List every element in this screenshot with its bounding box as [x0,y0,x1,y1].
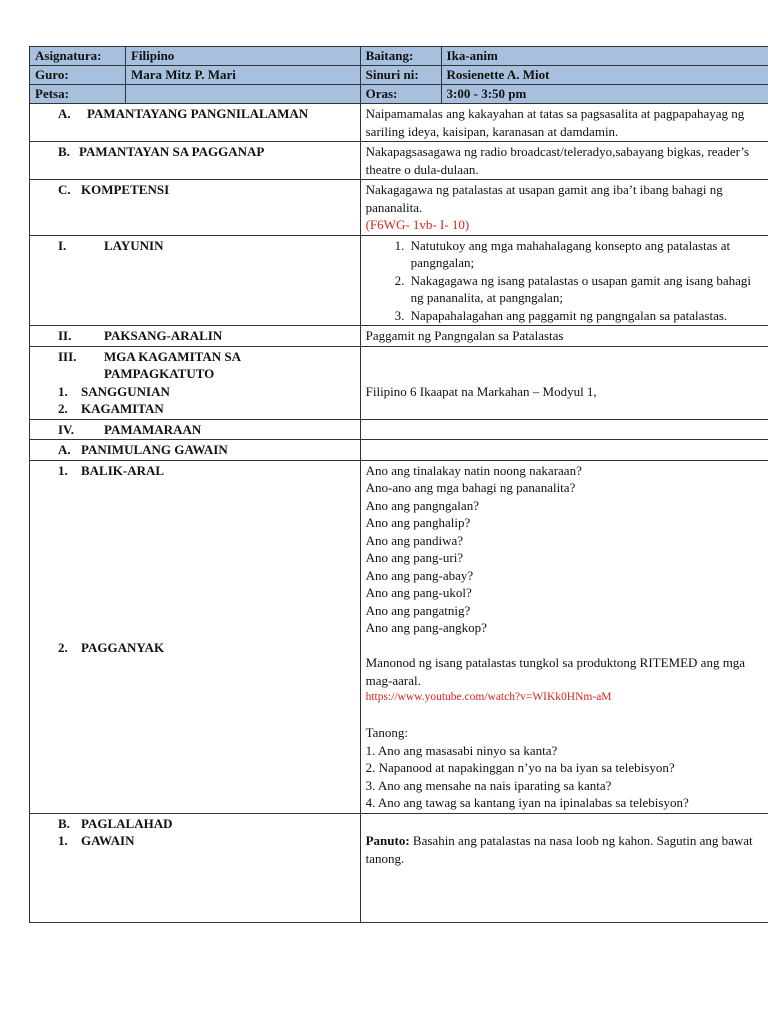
motivation-question: 3. Ano ang mensahe na nais iparating sa kanta? [365,777,612,793]
row-introductory-activity [30,440,768,461]
row-procedure [30,419,768,440]
section-title: LAYUNIN [104,237,164,253]
objectives-list [366,237,763,325]
subject-value: Filipino [125,47,360,66]
lesson-plan-table [29,46,768,923]
section-number: A. [58,442,71,457]
section-number: C. [58,182,71,197]
row-objectives [30,235,768,326]
subsection-title: SANGGUNIAN [81,383,170,399]
review-question: Ano ang pang-angkop? [365,620,487,635]
checker-value: Rosienette A. Miot [441,66,768,85]
subsection-number: 1. [58,833,68,848]
competency-code: (F6WG- 1vb- I- 10) [365,217,470,232]
motivation-question: 4. Ano ang tawag sa kantang iyan na ipinalabas sa telebisyon? [365,795,689,810]
review-question: Ano ang pandiwa? [365,532,464,548]
review-question: Ano ang pangngalan? [365,497,479,513]
instruction-label: Panuto: [365,833,410,848]
instruction-text [366,832,763,867]
motivation-question: 2. Napanood at napakinggan n’yo na ba iyan sa telebisyon? [365,760,675,775]
checker-label: Sinuri ni: [360,66,441,85]
objective-item: 3. Napapahalagahan ang paggamit ng pangngalan sa patalastas. [408,307,763,325]
grade-value: Ika-anim [441,47,768,66]
section-title: PANIMULANG GAWAIN [81,442,228,457]
row-subject-matter [30,326,768,347]
subject-matter-text: Paggamit ng Pangngalan sa Patalastas [360,326,768,347]
review-question: Ano ang pangatnig? [365,602,471,618]
subject-label: Asignatura: [30,47,126,66]
row-content-standard [30,104,768,142]
subsection-title: BALIK-ARAL [81,462,165,478]
header-row-teacher [30,66,768,85]
section-title: PAMANTAYAN SA PAGGANAP [79,144,265,159]
section-title-continued: PAMPAGKATUTO [104,366,215,381]
competency-text: Nakagagawa ng patalastas at usapan gamit ang iba’t ibang bahagi ng pananalita. [365,182,723,215]
section-title: MGA KAGAMITAN SA [104,348,241,364]
date-label: Petsa: [30,85,126,104]
section-title: PAMAMARAAN [104,421,202,437]
subsection-title: KAGAMITAN [81,401,164,416]
review-question: Ano-ano ang mga bahagi ng pananalita? [365,480,576,495]
questions-label: Tanong: [365,725,409,740]
row-presentation [30,813,768,922]
lesson-plan-document [29,46,768,923]
instruction-body: Basahin ang patalastas na nasa loob ng kahon. Sagutin ang bawat tanong. [365,833,753,866]
objective-item: 2. Nakagagawa ng isang patalastas o usapan gamit ang isang bahagi ng pananalita, at pangngalan; [408,272,763,307]
row-review-motivation [30,460,768,813]
video-link[interactable]: https://www.youtube.com/watch?v=WIKk0HNm-aM [365,691,612,703]
subsection-number: 1. [58,462,68,478]
review-question: Ano ang pang-abay? [365,567,474,583]
objective-item: 1. Natutukoy ang mga mahahalagang konsepto ang patalastas at pangngalan; [408,237,763,272]
subsection-number: 2. [58,401,68,416]
section-number: II. [58,328,72,343]
review-question: Ano ang panghalip? [365,515,471,530]
time-value: 3:00 - 3:50 pm [441,85,768,104]
row-materials [30,346,768,419]
performance-standard-text: Nakapagsasagawa ng radio broadcast/teleradyo,sabayang bigkas, reader’s theatre o dula-dulaan. [360,142,768,180]
motivation-question: 1. Ano ang masasabi ninyo sa kanta? [365,742,558,758]
teacher-label: Guro: [30,66,126,85]
motivation-text: Manonod ng isang patalastas tungkol sa produktong RITEMED ang mga mag-aaral. [365,655,746,688]
section-title: PAMANTAYANG PANGNILALAMAN [87,106,309,121]
section-number: B. [58,815,70,831]
header-row-date [30,85,768,104]
subsection-title: GAWAIN [81,833,135,848]
section-number: IV. [58,421,75,437]
grade-label: Baitang: [360,47,441,66]
subsection-number: 2. [58,639,68,655]
time-label: Oras: [360,85,441,104]
review-question: Ano ang tinalakay natin noong nakaraan? [365,462,582,478]
section-number: III. [58,348,77,364]
row-competency [30,180,768,236]
content-standard-text: Naipamamalas ang kakayahan at tatas sa pagsasalita at pagpapahayag ng sariling ideya, kaisipan, karanasan at damdamin. [360,104,768,142]
section-title: PAGLALAHAD [81,815,173,831]
review-question: Ano ang pang-uri? [365,550,464,565]
section-number: B. [58,144,70,159]
references-text: Filipino 6 Ikaapat na Markahan – Modyul 1, [365,383,597,399]
row-performance-standard [30,142,768,180]
teacher-value: Mara Mitz P. Mari [125,66,360,85]
review-question: Ano ang pang-ukol? [365,585,472,600]
date-value [125,85,360,104]
section-number: A. [58,106,71,121]
section-number: I. [58,237,67,253]
subsection-number: 1. [58,383,68,399]
subsection-title: PAGGANYAK [81,639,165,655]
header-row-subject [30,47,768,66]
section-title: KOMPETENSI [81,182,170,197]
section-title: PAKSANG-ARALIN [104,328,223,343]
